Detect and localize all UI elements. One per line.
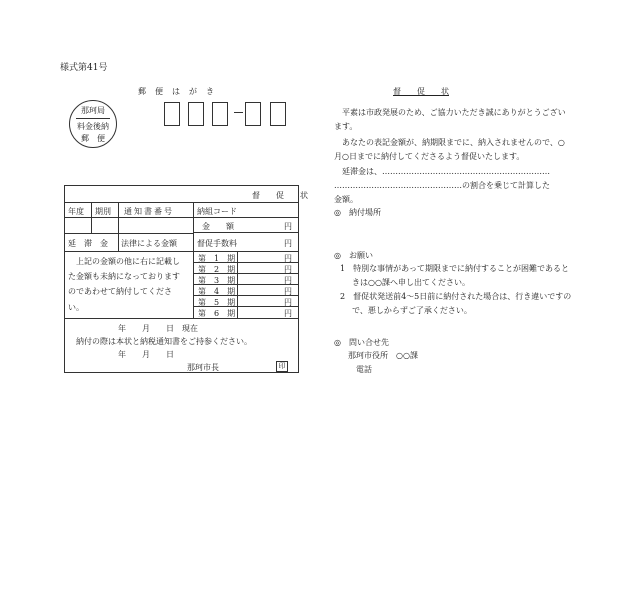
- greeting: 平素は市政発展のため、ご協力いただき誠にありがとうござい ます。: [334, 108, 566, 131]
- postal-code-box: [212, 102, 228, 126]
- table-line: [118, 202, 119, 233]
- request-title: ◎ お願い: [334, 251, 373, 260]
- yen-unit: 円: [284, 309, 292, 318]
- issue-date: 年 月 日: [118, 350, 174, 359]
- postage-stamp: [69, 100, 117, 148]
- yen-unit: 円: [284, 298, 292, 307]
- note-line: 上記の金額の他に右に記載し: [76, 257, 180, 266]
- yen-unit: 円: [284, 276, 292, 285]
- label-fee: 督促手数料: [197, 239, 237, 248]
- right-title: 督 促 状: [393, 87, 449, 96]
- yen-unit: 円: [284, 287, 292, 296]
- payment-place: ◎ 納付場所: [334, 208, 381, 217]
- yen-unit: 円: [284, 239, 292, 248]
- label-amount: 金 額: [202, 222, 234, 231]
- note-line: い。: [68, 303, 84, 312]
- table-line: [193, 202, 194, 318]
- period-label: 第 6 期: [198, 309, 236, 318]
- stamp-office: 那珂局: [81, 106, 105, 115]
- contact-office: 那珂市役所 ○○課: [348, 351, 418, 360]
- table-line: [193, 232, 298, 233]
- stamp-postage-type: 料金後納: [76, 118, 110, 132]
- yen-unit: 円: [284, 222, 292, 231]
- contact-title: ◎ 問い合せ先: [334, 338, 389, 347]
- postcard-header: 郵便はがき: [138, 87, 223, 96]
- postal-code-dash: [234, 112, 243, 113]
- table-line: [64, 202, 298, 203]
- col-year: 年度: [68, 207, 84, 216]
- seal-mark: 印: [276, 361, 288, 372]
- table-line: [64, 251, 298, 252]
- note-line: のであわせて納付してくださ: [68, 287, 172, 296]
- label-surcharge: 延 滞 金: [68, 239, 108, 248]
- table-line: [91, 202, 92, 233]
- stamp-mail: 郵 便: [81, 134, 105, 143]
- surcharge-note: 延滞金は、……………………………………………………… …………………………………………の割合を乗じて計算した 金額。: [334, 167, 550, 204]
- postal-code-box: [245, 102, 261, 126]
- table-line: [64, 233, 193, 234]
- table-line: [64, 318, 298, 319]
- col-payment-code: 納組コード: [197, 207, 237, 216]
- table-line: [118, 233, 119, 251]
- period-label: 第 5 期: [198, 298, 236, 307]
- request-item-1: 1 特別な事情があって期限までに納付することが困難であると きは○○課へ申し出てください。: [340, 264, 570, 287]
- postal-code-box: [188, 102, 204, 126]
- period-label: 第 1 期: [198, 254, 236, 263]
- payment-request: あなたの表記金額が、納期限までに、納入されませんので、○ 月○日までに納付してくださるよう督促いたします。: [334, 138, 565, 161]
- postal-code-box: [164, 102, 180, 126]
- notice-title: 督 促 状: [252, 191, 308, 200]
- table-line: [237, 251, 238, 318]
- table-line: [64, 217, 298, 218]
- form-number: 様式第41号: [60, 63, 108, 73]
- mayor-name: 那珂市長: [187, 363, 219, 372]
- col-period: 期別: [95, 207, 111, 216]
- yen-unit: 円: [284, 265, 292, 274]
- request-item-2: 2 督促状発送前4～5日前に納付された場合は、行き違いですの で、悪しからずご了承ください。: [340, 292, 572, 315]
- label-legal-amount: 法律による金額: [121, 239, 177, 248]
- col-notice-no: 通知書番号: [124, 207, 174, 216]
- bring-notice: 納付の際は本状と納税通知書をご持参ください。: [76, 337, 252, 346]
- postal-code-box: [270, 102, 286, 126]
- current-date: 年 月 日 現在: [118, 324, 198, 333]
- note-line: た金額も未納になっております: [68, 272, 180, 281]
- period-label: 第 2 期: [198, 265, 236, 274]
- contact-phone: 電話: [356, 365, 372, 374]
- period-label: 第 3 期: [198, 276, 236, 285]
- period-label: 第 4 期: [198, 287, 236, 296]
- yen-unit: 円: [284, 254, 292, 263]
